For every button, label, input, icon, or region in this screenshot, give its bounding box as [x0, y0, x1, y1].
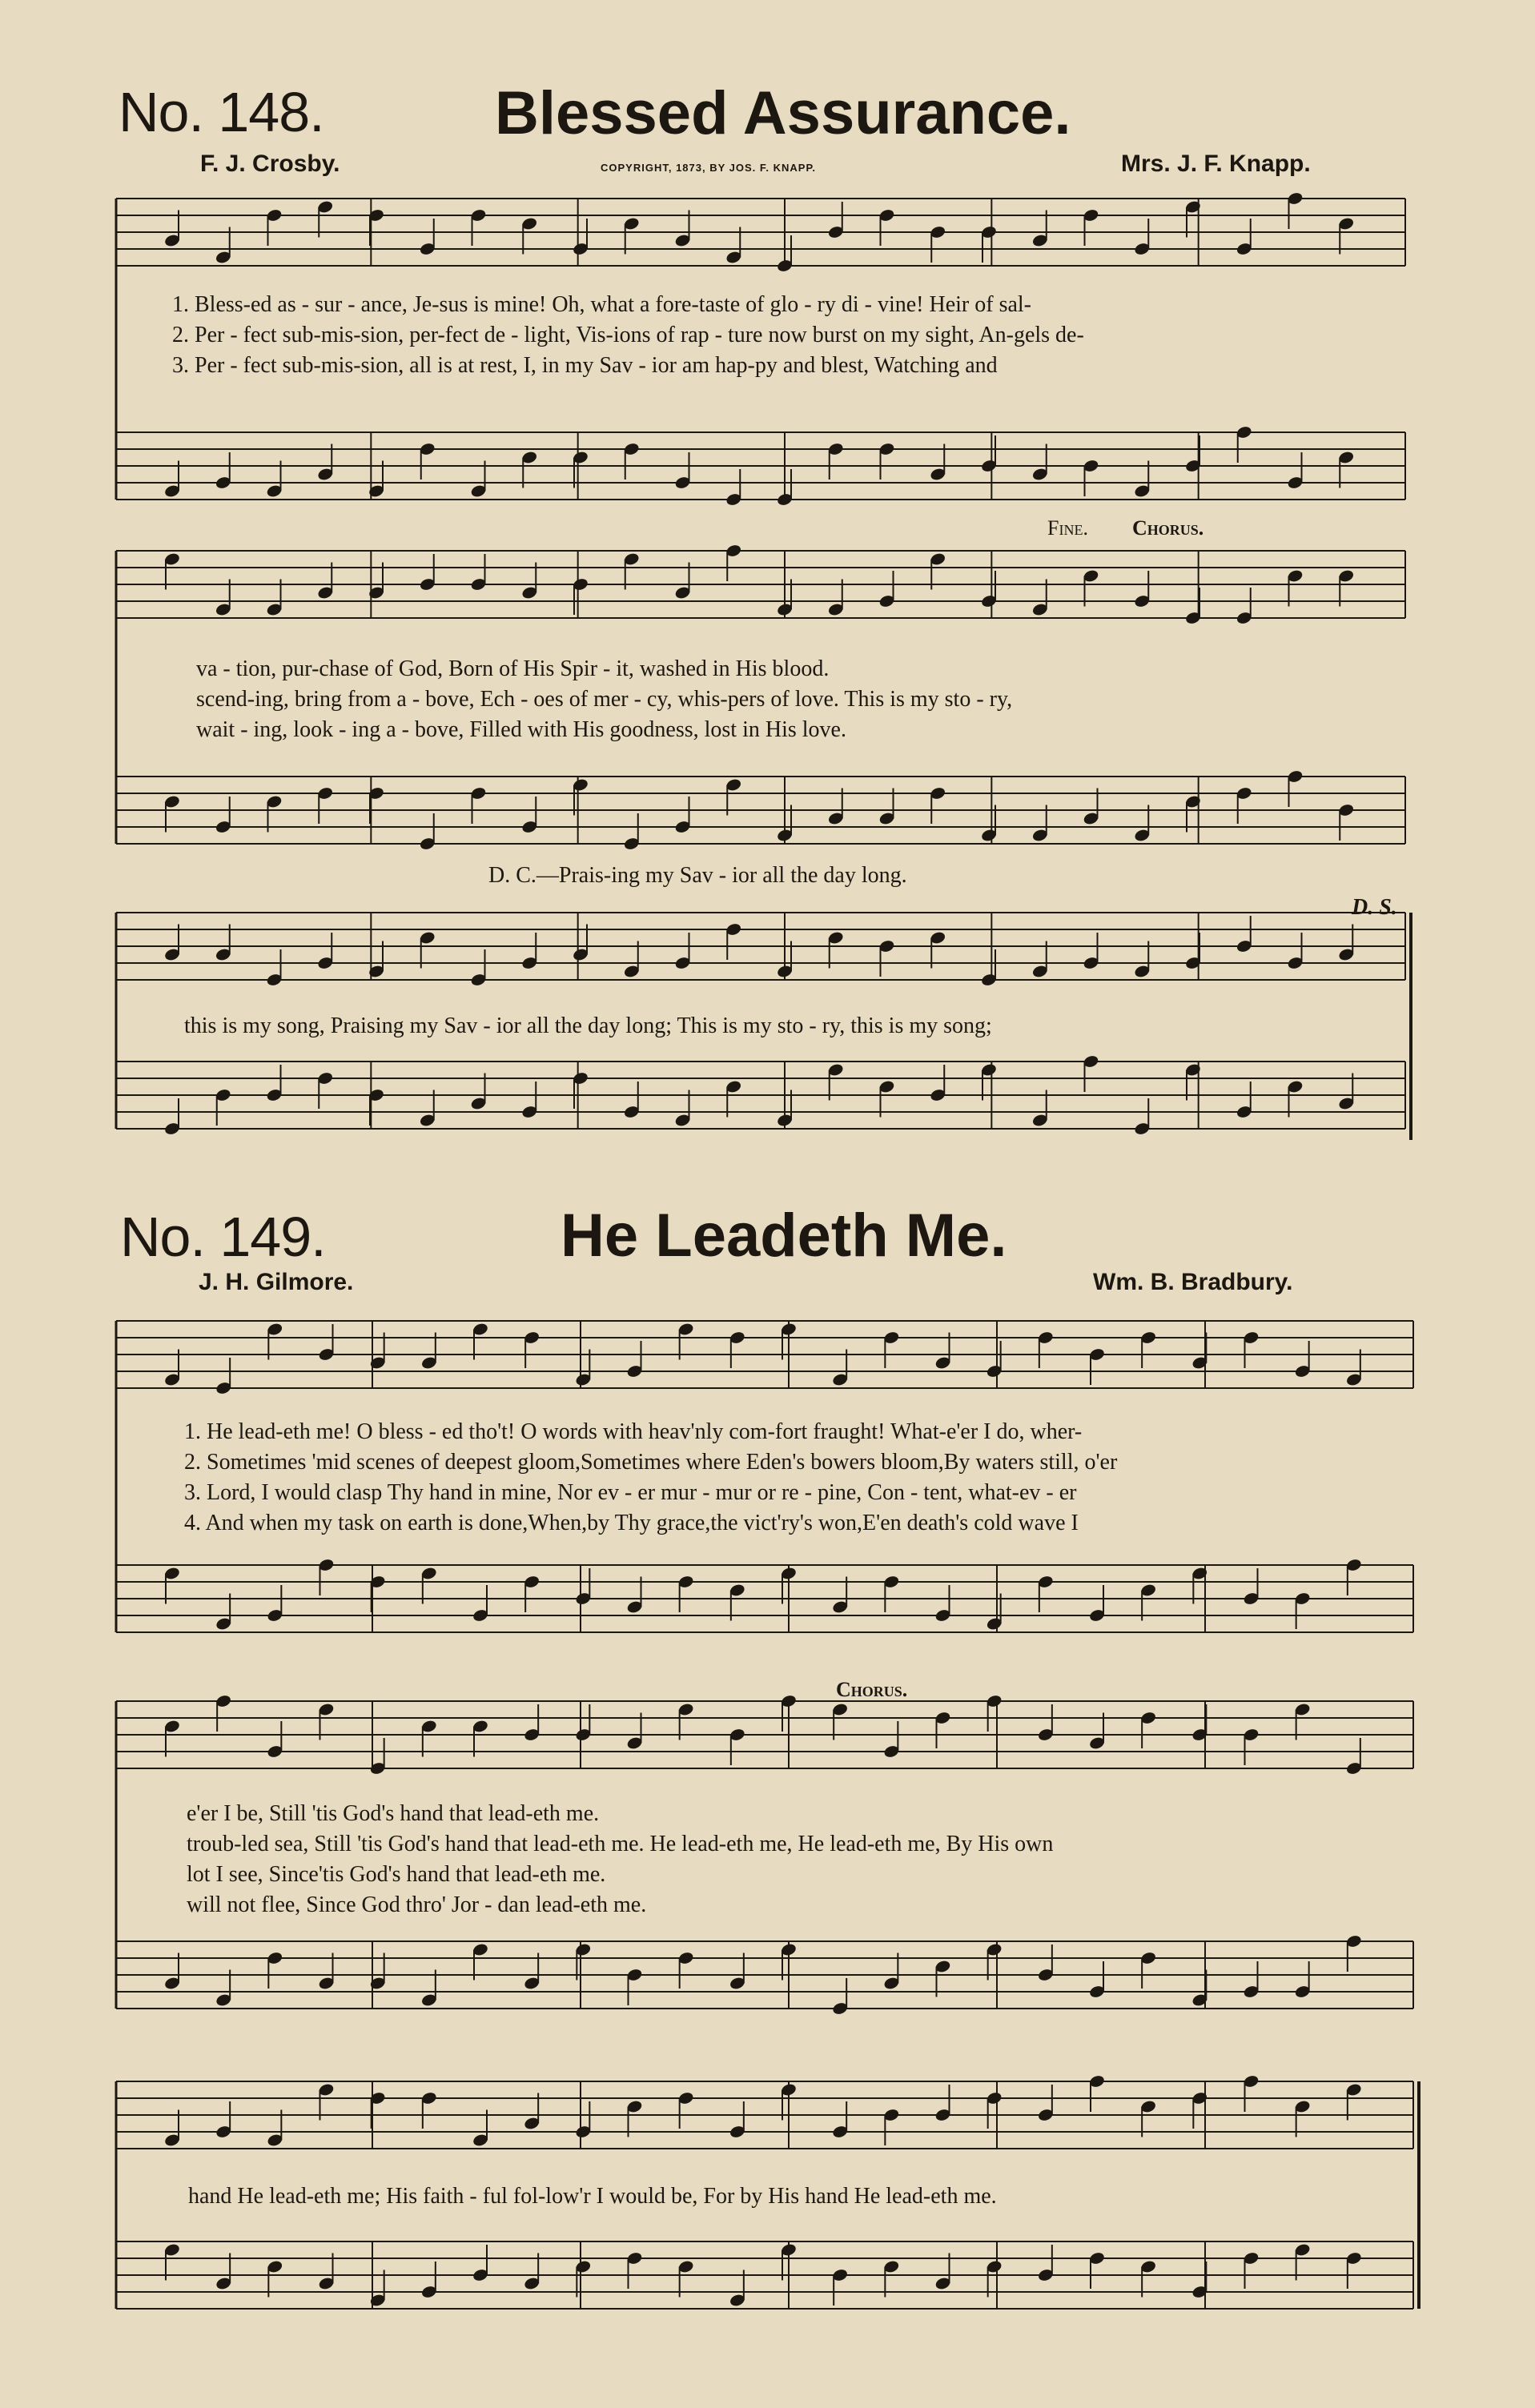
verse-line: this is my song, Praising my Sav - ior all the day long; This is my sto - ry, this is my song;: [184, 1013, 992, 1038]
verse-line: 3. Lord, I would clasp Thy hand in mine, Nor ev - er mur - mur or re - pine, Con - tent, what-ev - er: [184, 1480, 1077, 1505]
hymn-title: He Leadeth Me.: [561, 1202, 1007, 1270]
ds-label: D. S.: [1352, 895, 1397, 920]
verse-line: 2. Sometimes 'mid scenes of deepest gloom,Sometimes where Eden's bowers bloom,By waters still, o'er: [184, 1450, 1118, 1475]
verse-line: wait - ing, look - ing a - bove, Filled with His goodness, lost in His love.: [196, 717, 846, 742]
composer: Mrs. J. F. Knapp.: [1121, 150, 1311, 177]
verse-line: lot I see, Since'tis God's hand that lead-eth me.: [187, 1862, 606, 1887]
lyricist: F. J. Crosby.: [200, 150, 340, 177]
verse-line: 1. Bless-ed as - sur - ance, Je-sus is mine! Oh, what a fore-taste of glo - ry di - vine! Heir of sal-: [172, 292, 1032, 317]
fine-label: Fine.: [1047, 516, 1088, 540]
lyricist: J. H. Gilmore.: [199, 1269, 354, 1295]
verse-line: va - tion, pur-chase of God, Born of His Spir - it, washed in His blood.: [196, 656, 830, 681]
chorus-label: Chorus.: [836, 1678, 908, 1701]
chorus-label: Chorus.: [1132, 516, 1204, 540]
verse-line: scend-ing, bring from a - bove, Ech - oes of mer - cy, whis-pers of love. This is my sto - ry,: [196, 687, 1013, 712]
verse-line: e'er I be, Still 'tis God's hand that lead-eth me.: [187, 1801, 600, 1826]
verse-line: 2. Per - fect sub-mis-sion, per-fect de - light, Vis-ions of rap - ture now burst on my sight, An-gels de-: [172, 323, 1084, 347]
composer: Wm. B. Bradbury.: [1093, 1269, 1293, 1295]
dc-line: D. C.—Prais-ing my Sav - ior all the day long.: [488, 863, 907, 888]
hymn-number: No. 148.: [119, 81, 324, 143]
verse-line: will not flee, Since God thro' Jor - dan lead-eth me.: [187, 1892, 647, 1917]
verse-line: 3. Per - fect sub-mis-sion, all is at rest, I, in my Sav - ior am hap-py and blest, Watching and: [172, 353, 998, 378]
verse-line: 1. He lead-eth me! O bless - ed tho't! O words with heav'nly com-fort fraught! What-e'er I do, wher-: [184, 1419, 1083, 1444]
verse-line: hand He lead-eth me; His faith - ful fol-low'r I would be, For by His hand He lead-eth me.: [188, 2184, 997, 2209]
verse-line: 4. And when my task on earth is done,When,by Thy grace,the vict'ry's won,E'en death's cold wave I: [184, 1511, 1079, 1535]
hymn-number: No. 149.: [120, 1206, 326, 1268]
verse-line: troub-led sea, Still 'tis God's hand that lead-eth me. He lead-eth me, He lead-eth me, By His own: [187, 1832, 1054, 1856]
hymn-title: Blessed Assurance.: [495, 79, 1071, 147]
copyright-notice: COPYRIGHT, 1873, BY JOS. F. KNAPP.: [601, 162, 817, 174]
